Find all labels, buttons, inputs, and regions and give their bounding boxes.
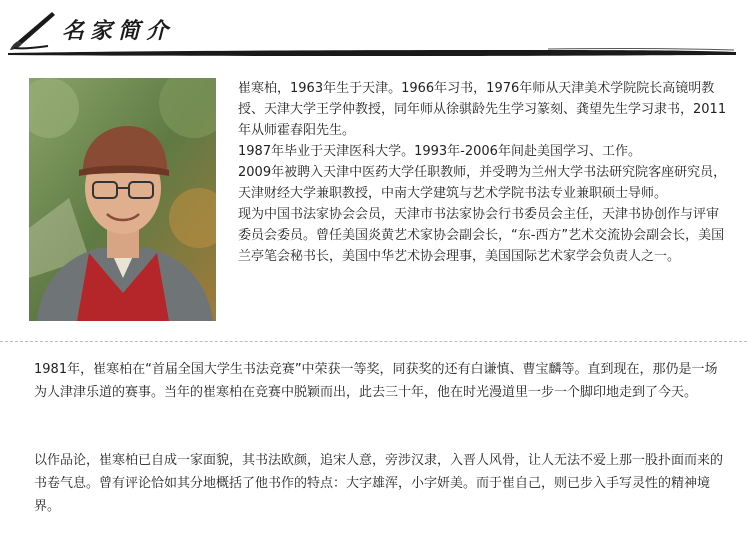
- page-title: 名家简介: [62, 18, 175, 44]
- dashed-divider: [0, 341, 747, 342]
- portrait-photo: [29, 78, 216, 321]
- bio-paragraph: 现为中国书法家协会会员，天津市书法家协会行书委员会主任，天津书协创作与评审委员会委员。曾任美国炎黄艺术家协会副会长，“东-西方”艺术交流协会副会长，美国兰亭笔会秘书长，美国中华艺术协会理事，美国国际艺术家学会负责人之一。: [238, 207, 725, 264]
- story-paragraph-1: 1981年，崔寒柏在“首届全国大学生书法竞赛”中荣获一等奖，同获奖的还有白谦慎、曹宝麟等。直到现在，那仍是一场为人津津乐道的赛事。当年的崔寒柏在竞赛中脱颖而出，此去三十年，他在时光漫道里一步一个脚印地走到了今天。: [34, 362, 718, 400]
- bio-paragraph: 崔寒柏，1963年生于天津。1966年习书，1976年师从天津美术学院院长高镜明教授、天津大学王学仲教授，同年师从徐骐龄先生学习篆刻、龚望先生学习隶书，2011年从师霍春阳先生。: [238, 81, 727, 138]
- story-paragraph-2: 以作品论，崔寒柏已自成一家面貌，其书法欧颜，追宋人意，旁涉汉隶，入晋人风骨，让人无法不爱上那一股扑面而来的书卷气息。曾有评论恰如其分地概括了他书作的特点：大字雄浑，小字妍美。而于崔自己，则已步入手写灵性的精神境界。: [34, 453, 724, 514]
- bio-paragraph: 2009年被聘入天津中医药大学任职教师，并受聘为兰州大学书法研究院客座研究员，天津财经大学兼职教授，中南大学建筑与艺术学院书法专业兼职硕士导师。: [238, 165, 727, 201]
- biography: [238, 78, 728, 267]
- section-header: [0, 0, 747, 60]
- bio-paragraph: 1987年毕业于天津医科大学。1993年-2006年间赴美国学习、工作。: [238, 144, 641, 159]
- brush-stroke-rule: [8, 44, 736, 58]
